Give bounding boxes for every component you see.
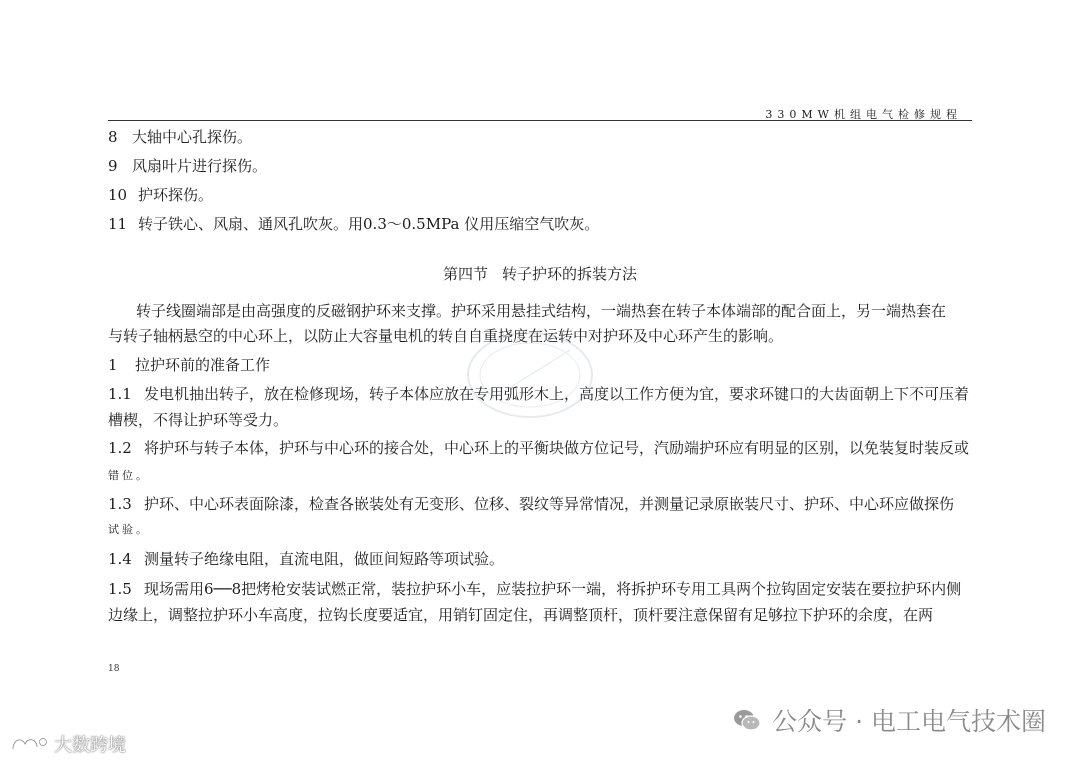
sub-item-text: 将护环与转子本体，护环与中心环的接合处，中心环上的平衡块做方位记号，汽励端护环应有明显的区别，以免装复时装反或: [144, 439, 970, 457]
section-number: 第四节: [442, 265, 488, 283]
list-item: [108, 186, 213, 204]
sub-item-1-1: [108, 385, 969, 403]
item-text: 风扇叶片进行探伤。: [132, 157, 268, 175]
list-item: [108, 128, 252, 146]
list-item: [108, 215, 599, 233]
sub-item-1-3: [108, 495, 954, 513]
item-text: 转子铁心、风扇、通风孔吹灰。用0.3～0.5MPa 仪用压缩空气吹灰。: [138, 215, 600, 233]
item-number: 10: [108, 186, 128, 204]
sub-item-1-5: [108, 580, 961, 598]
sub-item-continuation: 边缘上，调整拉护环小车高度，拉钩长度要适宜，用销钉固定住，再调整顶杆，顶杆要注意保留有足够拉下护环的余度，在两: [108, 606, 934, 624]
sub-item-number: 1.3: [108, 495, 132, 513]
sub-item-text: 测量转子绝缘电阻，直流电阻，做匝间短路等项试验。: [144, 550, 505, 568]
page-number: 18: [108, 664, 120, 674]
item-text: 护环探伤。: [138, 186, 214, 204]
step-text: 拉护环前的准备工作: [135, 356, 271, 374]
sub-item-continuation: 槽楔，不得让护环等受力。: [108, 411, 289, 429]
wechat-account-text: 公众号 · 电工电气技术圈: [772, 707, 1046, 736]
sub-item-number: 1.5: [108, 580, 132, 598]
sub-item-continuation: 试验。: [108, 523, 150, 536]
sub-item-1-2: [108, 439, 969, 457]
wechat-icon: [732, 707, 762, 733]
item-text: 大轴中心孔探伤。: [132, 128, 253, 146]
source-watermark: [10, 730, 126, 758]
running-header: 330MW机组电气检修规程: [765, 108, 962, 121]
paragraph-line: 转子线圈端部是由高强度的反磁钢护环来支撑。护环采用悬挂式结构，一端热套在转子本体端部的配合面上，另一端热套在: [136, 302, 947, 320]
step-number: 1: [108, 356, 118, 374]
section-heading: 转子护环的拆装方法: [502, 265, 638, 283]
list-item: [108, 157, 267, 175]
paragraph-line: 与转子轴柄悬空的中心环上，以防止大容量电机的转自自重挠度在运转中对护环及中心环产生的影响。: [108, 327, 784, 345]
sub-item-number: 1.1: [108, 385, 132, 403]
sub-item-text: 发电机抽出转子，放在检修现场，转子本体应放在专用弧形木上，高度以工作方便为宜，要求环键口的大齿面朝上下不可压着: [144, 385, 970, 403]
section-title: [0, 263, 1080, 284]
sub-item-number: 1.2: [108, 439, 132, 457]
sub-item-text: 护环、中心环表面除漆，检查各嵌装处有无变形、位移、裂纹等异常情况，并测量记录原嵌装尺寸、护环、中心环应做探伤: [144, 495, 955, 513]
item-number: 8: [108, 128, 118, 146]
sub-item-1-4: [108, 550, 504, 568]
step-heading: [108, 356, 270, 374]
item-number: 9: [108, 157, 118, 175]
sub-item-text: 现场需用6──8把烤枪安装试燃正常，装拉护环小车，应装拉护环一端，将拆护环专用工具两个拉钩固定安装在要拉护环内侧: [144, 580, 962, 598]
item-number: 11: [108, 215, 128, 233]
brand-logo-icon: [10, 733, 50, 755]
wechat-account-label: [732, 703, 1046, 737]
source-watermark-text: 大数跨境: [54, 735, 126, 756]
sub-item-continuation: 错位。: [108, 469, 150, 482]
header-rule: [108, 120, 972, 121]
sub-item-number: 1.4: [108, 550, 132, 568]
